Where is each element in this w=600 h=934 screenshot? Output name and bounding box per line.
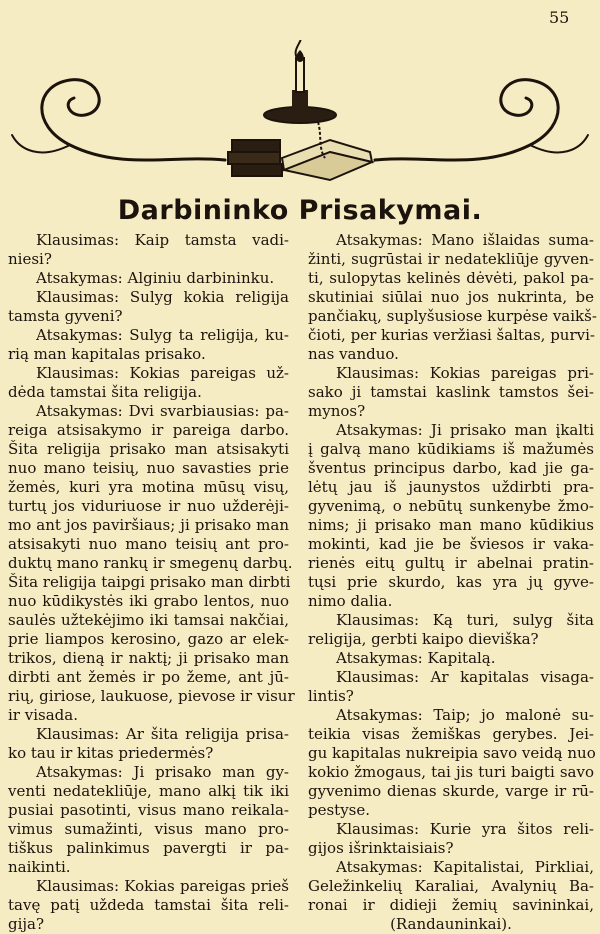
text-line: gyvenimą, o nebūtų sunkenybe žmo- (308, 497, 594, 515)
text-line: prie liampos kerosino, gazo ar elek- (8, 630, 289, 648)
text-line: Šita religija prisako man atsisakyti (8, 440, 289, 458)
text-line: duktų mano rankų ir smegenų darbų. (8, 554, 293, 572)
text-line: nuo kūdikystės iki grabo lentos, nuo (8, 592, 289, 610)
text-line: turtų jos viduriuose ir nuo užderėji- (8, 497, 289, 515)
text-line: Klausimas: Kokias pareigas už- (36, 364, 289, 382)
text-line: atsisakyti nuo mano teisių ant pro- (8, 535, 289, 553)
text-line: gyvenimo dienas skurde, varge ir rū- (308, 782, 594, 800)
text-line: nimo dalia. (308, 592, 393, 610)
text-line: skutiniai siūlai nuo jos nukrinta, be (308, 288, 594, 306)
text-line: į galvą mano kūdikiams iš mažumės (308, 440, 594, 458)
text-line: žinti, sugrūstai ir nedatekliūje gyven- (308, 250, 594, 268)
text-line: teikia visas žemiškas gerybes. Jei- (308, 725, 594, 743)
text-line: pančiakų, suplyšusiose kurpėse vaikš- (308, 307, 597, 325)
candle-book-ornament (0, 40, 600, 200)
text-line: Klausimas: Ką turi, sulyg šita (336, 611, 594, 629)
text-line: Klausimas: Kokias pareigas pri- (336, 364, 594, 382)
text-line: lintis? (308, 687, 354, 705)
text-line: gu kapitalas nukreipia savo veidą nuo (308, 744, 596, 762)
text-line: mokinti, kad jie be šviesos ir vaka- (308, 535, 594, 553)
text-line: dėda tamstai šita religija. (8, 383, 202, 401)
text-line: gija? (8, 915, 45, 933)
text-line: Atsakymas: Taip; jo malonė su- (336, 706, 594, 724)
text-line: rienės eitų gultų ir abelnai pratin- (308, 554, 594, 572)
text-line: vimus sumažinti, visus mano pro- (8, 820, 289, 838)
text-line: religija, gerbti kaipo dieviška? (308, 630, 539, 648)
text-line: Atsakymas: Ji prisako man įkalti (336, 421, 594, 439)
text-line: žemės, kuri yra motina mūsų visų, (8, 478, 289, 496)
text-line: Klausimas: Kaip tamsta vadi- (36, 231, 289, 249)
text-line: tiškus palinkimus pavergti ir pa- (8, 839, 289, 857)
text-line: reiga atsisakymo ir pareiga darbo. (8, 421, 289, 439)
text-line: dirbti ant žemės ir po žeme, ant jū- (8, 668, 289, 686)
text-line: ko tau ir kitas priedermės? (8, 744, 214, 762)
text-line: ronai ir didieji žemių savininkai, (308, 896, 594, 914)
text-line: venti nedatekliūje, mano alkį tik iki (8, 782, 289, 800)
left-column (8, 231, 295, 934)
text-line: Atsakymas: Kapitalistai, Pirkliai, (336, 858, 594, 876)
text-line: ir visada. (8, 706, 78, 724)
page-number: 55 (549, 8, 570, 27)
text-line: niesi? (8, 250, 52, 268)
text-line: sako ji tamstai kaslink tamstos šei- (308, 383, 594, 401)
text-line: rią man kapitalas prisako. (8, 345, 206, 363)
text-line: nas vanduo. (308, 345, 399, 363)
text-line: trikos, dieną ir naktį; ji prisako man (8, 649, 289, 667)
text-line: šventus principus darbo, kad jie ga- (308, 459, 594, 477)
text-line: lėtų jau iš jaunystos uždirbti pra- (308, 478, 594, 496)
text-line: Atsakymas: Mano išlaidas suma- (336, 231, 594, 249)
text-line: ti, sulopytas kelinės dėvėti, pakol pa- (308, 269, 594, 287)
text-line: Atsakymas: Alginiu darbininku. (36, 269, 275, 287)
text-line: Geležinkelių Karaliai, Avalynių Ba- (308, 877, 594, 895)
text-line: Atsakymas: Dvi svarbiausias: pa- (36, 402, 289, 420)
text-line: Atsakymas: Sulyg ta religija, ku- (36, 326, 289, 344)
text-line: naikinti. (8, 858, 71, 876)
text-line: (Randauninkai). (390, 915, 512, 933)
text-line: Klausimas: Kokias pareigas prieš (36, 877, 289, 895)
text-line: Klausimas: Ar kapitalas visaga- (336, 668, 594, 686)
text-line: nuo mano teisių, nuo savasties prie (8, 459, 289, 477)
text-line: Klausimas: Ar šita religija prisa- (36, 725, 289, 743)
text-line: Klausimas: Sulyg kokia religija (36, 288, 289, 306)
text-line: tamsta gyveni? (8, 307, 123, 325)
text-line: Šita religija taipgi prisako man dirbti (8, 573, 291, 591)
text-line: saulės užtekėjimo iki tamsai nakčiai, (8, 611, 289, 629)
text-line: nims; ji prisako man mano kūdikius (308, 516, 594, 534)
text-line: rių, giriose, laukuose, pievose ir visur (8, 687, 295, 705)
text-line: Atsakymas: Kapitalą. (336, 649, 496, 667)
text-line: mynos? (308, 402, 366, 420)
text-line: tųsi prie skurdo, kas yra jų gyve- (308, 573, 594, 591)
page-title: Darbininko Prisakymai. (117, 195, 483, 226)
text-line: kokio žmogaus, tai jis turi baigti savo (308, 763, 594, 781)
right-column (308, 231, 597, 934)
text-line: gijos išrinktaisiais? (308, 839, 454, 857)
text-line: pusiai pasotinti, visus mano reikala- (8, 801, 289, 819)
text-line: Atsakymas: Ji prisako man gy- (36, 763, 289, 781)
text-line: čioti, per kurias veržiasi šaltas, purvi- (308, 326, 595, 344)
text-line: pestyse. (308, 801, 371, 819)
text-line: tavę patį uždeda tamstai šita reli- (8, 896, 289, 914)
text-line: mo ant jos paviršiaus; ji prisako man (8, 516, 289, 534)
text-line: Klausimas: Kurie yra šitos reli- (336, 820, 594, 838)
